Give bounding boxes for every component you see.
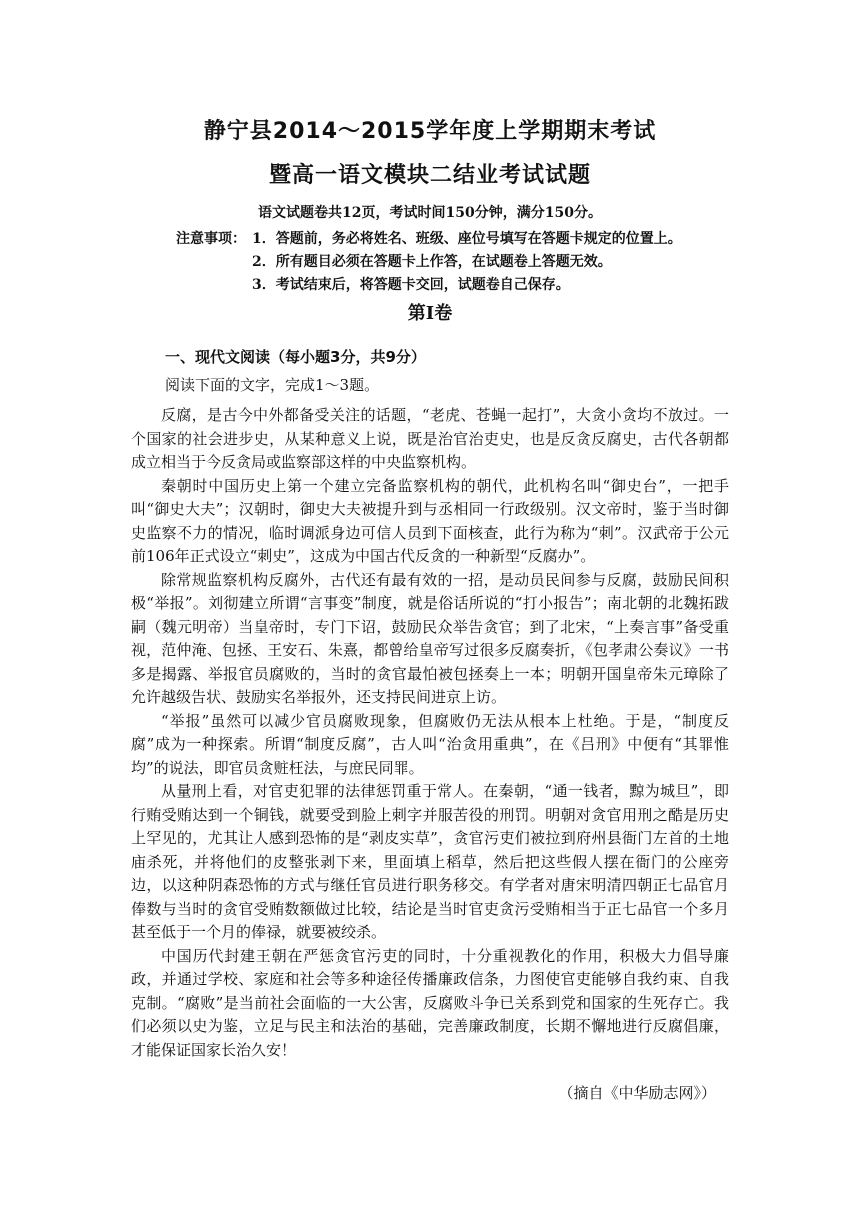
notice-label: 注意事项： [176,231,246,247]
exam-title: 静宁县2014～2015学年度上学期期末考试 [203,119,657,144]
notice-item-3 [252,274,570,294]
article-paragraph: 除常规监察机构反腐外，古代还有最有效的一招，是动员民间参与反腐，鼓励民间积极“举报”。刘彻建立所谓“言事变”制度，就是俗话所说的“打小报告”；南北朝的北魏拓跋嗣（魏元明帝）当皇帝时，专门下诏，鼓励民众举告贪官；到了北宋，“上奏言事”备受重视，范仲淹、包拯、王安石、朱熹，都曾给皇帝写过很多反腐奏折，《包孝肃公奏议》一书多是揭露、举报官员腐败的，当时的贪官最怕被包拯奏上一本；明朝开国皇帝朱元璋除了允许越级告状、鼓励实名举报外，还支持民间进京上访。 [131,570,729,706]
notice-text: 3．考试结束后，将答题卡交回，试题卷自己保存。 [252,277,570,293]
notice-item-2 [252,251,612,271]
reading-instruction: 阅读下面的文字，完成1～3题。 [165,376,380,394]
article-paragraph: “举报”虽然可以减少官员腐败现象，但腐败仍无法从根本上杜绝。于是，“制度反腐”成为一种探索。所谓“制度反腐”，古人叫“治贪用重典”，在《吕刑》中便有“其罪惟均”的说法，即官员贪赃枉法，与庶民同罪。 [131,711,729,777]
article-paragraph: 从量刑上看，对官吏犯罪的法律惩罚重于常人。在秦朝，“通一钱者，黥为城旦”，即行贿受贿达到一个铜钱，就要受到脸上刺字并服苦役的刑罚。明朝对贪官用刑之酷是历史上罕见的，尤其让人感到恐怖的是“剥皮实草”，贪官污吏们被拉到府州县衙门左首的土地庙杀死，并将他们的皮整张剥下来，里面填上稻草，然后把这些假人摆在衙门的公座旁边，以这种阴森恐怖的方式与继任官员进行职务移交。有学者对唐宋明清四朝正七品官月俸数与当时的贪官受贿数额做过比较，结论是当时官吏贪污受贿相当于正七品官一个多月甚至低于一个月的俸禄，就要被绞杀。 [131,782,729,941]
question-heading: 一、现代文阅读（每小题3分，共9分） [165,348,426,366]
notice-text: 1．答题前，务必将姓名、班级、座位号填写在答题卡规定的位置上。 [252,231,682,247]
notice-text: 2．所有题目必须在答题卡上作答，在试题卷上答题无效。 [252,254,612,270]
notice-item-1 [176,228,682,248]
article-paragraph: 中国历代封建王朝在严惩贪官污吏的同时，十分重视教化的作用，积极大力倡导廉政，并通过学校、家庭和社会等多种途径传播廉政信条，力图使官吏能够自我约束、自我克制。“腐败”是当前社会面临的一大公害，反腐败斗争已关系到党和国家的生死存亡。我们必须以史为鉴，立足与民主和法治的基础，完善廉政制度，长期不懈地进行反腐倡廉，才能保证国家长治久安！ [131,946,729,1059]
section-title: 第Ⅰ卷 [407,303,453,324]
article-body [131,404,729,1062]
exam-subtitle: 暨高一语文模块二结业考试试题 [268,163,591,188]
article-source: （摘自《中华励志网》） [558,1084,716,1102]
exam-info: 语文试题卷共12页，考试时间150分钟，满分150分。 [258,205,602,221]
article-paragraph: 秦朝时中国历史上第一个建立完备监察机构的朝代，此机构名叫“御史台”，一把手叫“御史大夫”；汉朝时，御史大夫被提升到与丞相同一行政级别。汉文帝时，鉴于当时御史监察不力的情况，临时调派身边可信人员到下面核查，此行为称为“刺”。汉武帝于公元前106年正式设立“刺史”，这成为中国古代反贪的一种新型“反腐办”。 [131,476,729,565]
article-paragraph: 反腐，是古今中外都备受关注的话题，“老虎、苍蝇一起打”，大贪小贪均不放过。一个国家的社会进步史，从某种意义上说，既是治官治吏史，也是反贪反腐史，古代各朝都成立相当于今反贪局或监察部这样的中央监察机构。 [131,406,729,471]
